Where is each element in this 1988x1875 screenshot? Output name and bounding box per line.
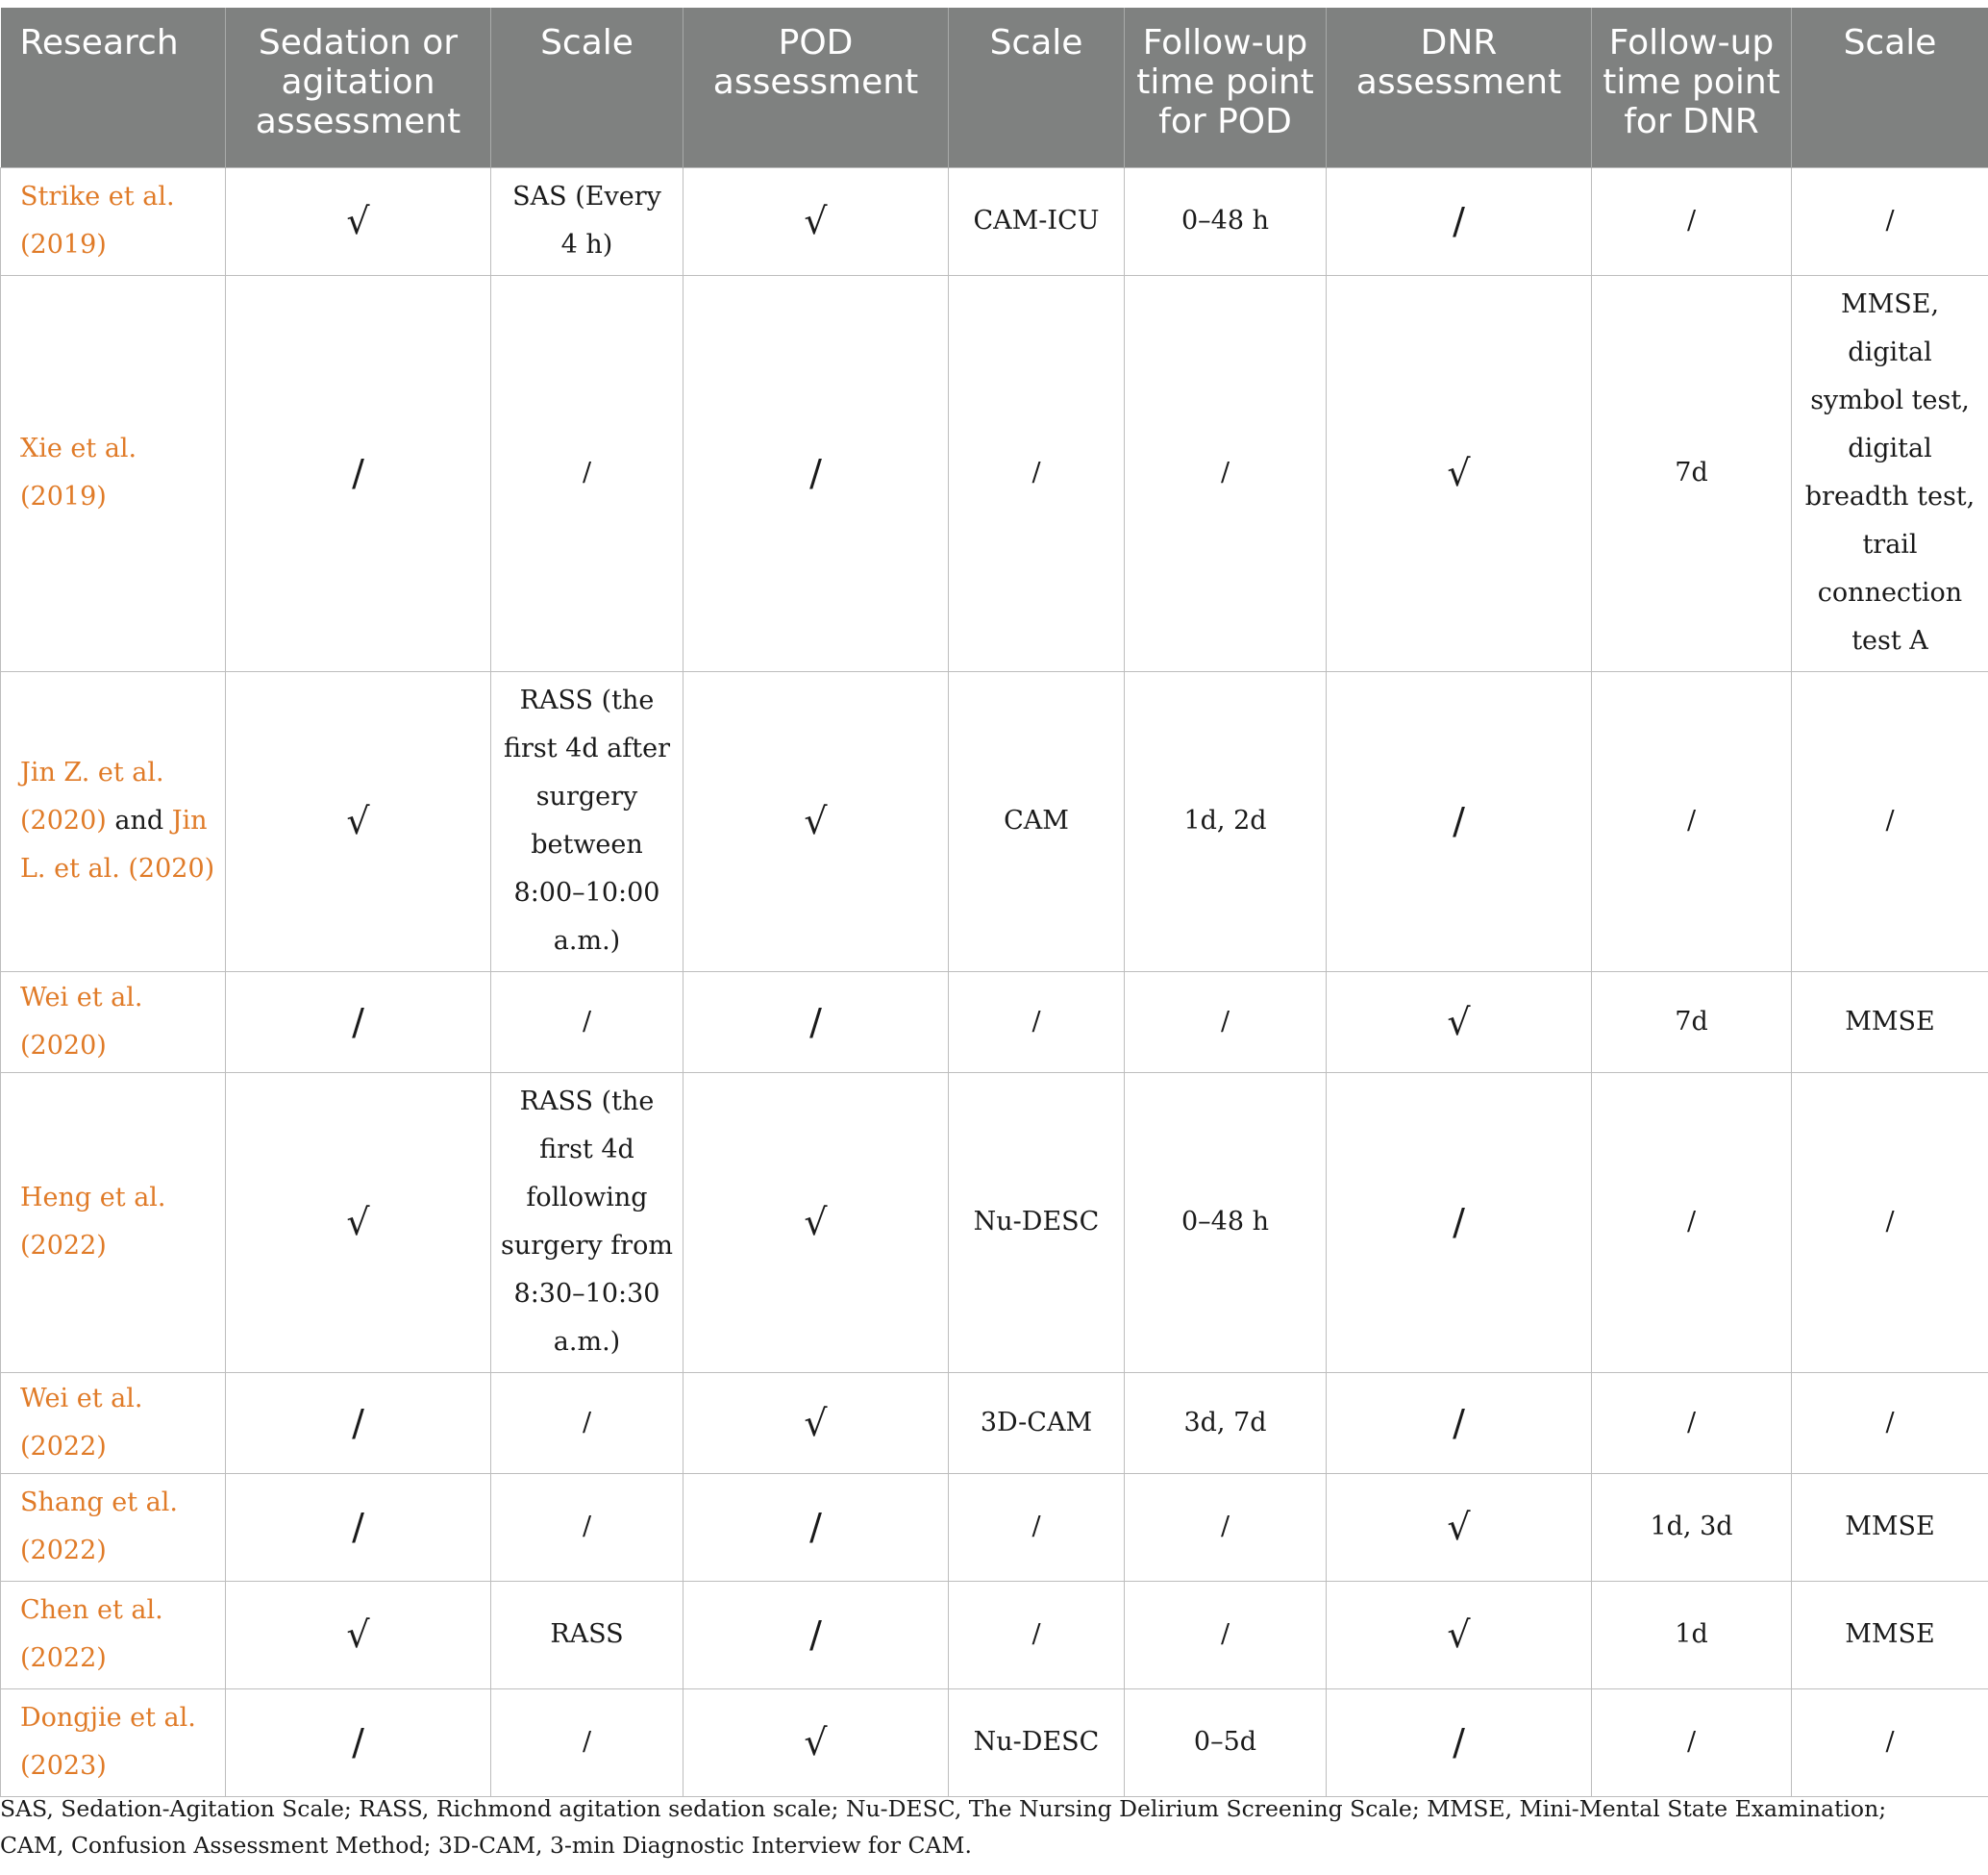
header-sedation: Sedation or agitation assessment	[226, 8, 491, 167]
pod-cell: /	[683, 971, 949, 1072]
pod-scale-cell: Nu-DESC	[949, 1072, 1125, 1372]
header-pod-scale: Scale	[949, 8, 1125, 167]
research-link[interactable]: Shang et al. (2022)	[1, 1473, 226, 1581]
table-footnote: SAS, Sedation-Agitation Scale; RASS, Richmond agitation sedation scale; Nu-DESC, The Nursing Delirium Screening Scale; MMSE, Mini-Mental State Examination; CAM, Confusion Assessment Method; 3D-CAM, 3-min Diagnostic Interview for CAM.	[0, 1795, 1887, 1859]
table-row	[1, 1688, 1988, 1796]
research-and: and	[106, 806, 172, 836]
pod-scale-cell: Nu-DESC	[949, 1688, 1125, 1796]
dnr-cell: √	[1327, 275, 1592, 671]
pod-time-cell: /	[1125, 1473, 1327, 1581]
table-row	[1, 671, 1988, 971]
pod-cell: /	[683, 275, 949, 671]
header-dnr-scale: Scale	[1792, 8, 1988, 167]
pod-scale-cell: 3D-CAM	[949, 1372, 1125, 1473]
table-row	[1, 1372, 1988, 1473]
table-row	[1, 1473, 1988, 1581]
sedation-scale-cell: /	[491, 1473, 683, 1581]
sedation-cell: /	[226, 1688, 491, 1796]
dnr-time-cell: 7d	[1592, 275, 1792, 671]
pod-scale-cell: /	[949, 1581, 1125, 1688]
dnr-scale-cell: MMSE	[1792, 1581, 1988, 1688]
dnr-scale-cell: /	[1792, 1688, 1988, 1796]
pod-time-cell: 1d, 2d	[1125, 671, 1327, 971]
table-row	[1, 1072, 1988, 1372]
dnr-time-cell: /	[1592, 1372, 1792, 1473]
table-container	[0, 8, 1988, 1797]
dnr-scale-cell: /	[1792, 1372, 1988, 1473]
sedation-cell: /	[226, 275, 491, 671]
pod-scale-cell: /	[949, 1473, 1125, 1581]
dnr-time-cell: /	[1592, 671, 1792, 971]
sedation-scale-cell: /	[491, 1688, 683, 1796]
research-link[interactable]: Strike et al. (2019)	[1, 167, 226, 275]
header-dnr: DNR assessment	[1327, 8, 1592, 167]
dnr-cell: /	[1327, 167, 1592, 275]
header-research: Research	[1, 8, 226, 167]
pod-cell: /	[683, 1473, 949, 1581]
pod-scale-cell: /	[949, 971, 1125, 1072]
sedation-cell: /	[226, 1372, 491, 1473]
pod-cell: √	[683, 1688, 949, 1796]
sedation-scale-cell: /	[491, 971, 683, 1072]
pod-cell: √	[683, 1072, 949, 1372]
pod-time-cell: 3d, 7d	[1125, 1372, 1327, 1473]
research-link[interactable]: Heng et al. (2022)	[1, 1072, 226, 1372]
dnr-cell: √	[1327, 1581, 1592, 1688]
research-link[interactable]: Chen et al. (2022)	[1, 1581, 226, 1688]
research-link[interactable]: Xie et al. (2019)	[1, 275, 226, 671]
pod-scale-cell: /	[949, 275, 1125, 671]
dnr-scale-cell: MMSE	[1792, 1473, 1988, 1581]
sedation-cell: √	[226, 1072, 491, 1372]
header-row	[1, 8, 1988, 167]
pod-time-cell: 0–48 h	[1125, 167, 1327, 275]
table-row	[1, 275, 1988, 671]
pod-time-cell: 0–48 h	[1125, 1072, 1327, 1372]
research-link[interactable]: Jin Z. et al. (2020)	[20, 758, 164, 836]
dnr-time-cell: 1d	[1592, 1581, 1792, 1688]
sedation-scale-cell: RASS (the first 4d after surgery between 8:00–10:00 a.m.)	[491, 671, 683, 971]
table-row	[1, 1581, 1988, 1688]
research-link[interactable]: Dongjie et al. (2023)	[1, 1688, 226, 1796]
dnr-scale-cell: MMSE	[1792, 971, 1988, 1072]
dnr-time-cell: 7d	[1592, 971, 1792, 1072]
pod-cell: √	[683, 1372, 949, 1473]
dnr-cell: √	[1327, 1473, 1592, 1581]
sedation-scale-cell: RASS	[491, 1581, 683, 1688]
table-row	[1, 971, 1988, 1072]
dnr-scale-cell: /	[1792, 1072, 1988, 1372]
dnr-cell: /	[1327, 1072, 1592, 1372]
dnr-cell: /	[1327, 1688, 1592, 1796]
sedation-cell: /	[226, 1473, 491, 1581]
header-sedation-scale: Scale	[491, 8, 683, 167]
pod-cell: √	[683, 671, 949, 971]
dnr-time-cell: /	[1592, 1072, 1792, 1372]
dnr-scale-cell: /	[1792, 167, 1988, 275]
header-pod: POD assessment	[683, 8, 949, 167]
header-pod-time: Follow-up time point for POD	[1125, 8, 1327, 167]
pod-cell: /	[683, 1581, 949, 1688]
table-row	[1, 167, 1988, 275]
sedation-scale-cell: /	[491, 275, 683, 671]
pod-time-cell: /	[1125, 1581, 1327, 1688]
research-cell	[1, 671, 226, 971]
research-link[interactable]: Wei et al. (2022)	[1, 1372, 226, 1473]
pod-scale-cell: CAM-ICU	[949, 167, 1125, 275]
studies-table	[0, 8, 1988, 1797]
dnr-scale-cell: /	[1792, 671, 1988, 971]
sedation-cell: √	[226, 671, 491, 971]
sedation-cell: √	[226, 167, 491, 275]
sedation-cell: √	[226, 1581, 491, 1688]
dnr-time-cell: 1d, 3d	[1592, 1473, 1792, 1581]
sedation-scale-cell: RASS (the first 4d following surgery from 8:30–10:30 a.m.)	[491, 1072, 683, 1372]
dnr-cell: /	[1327, 671, 1592, 971]
research-link[interactable]: Jin L. et al. (2020)	[20, 806, 215, 884]
pod-time-cell: 0–5d	[1125, 1688, 1327, 1796]
header-dnr-time: Follow-up time point for DNR	[1592, 8, 1792, 167]
dnr-time-cell: /	[1592, 1688, 1792, 1796]
dnr-scale-cell: MMSE, digital symbol test, digital breadth test, trail connection test A	[1792, 275, 1988, 671]
sedation-scale-cell: /	[491, 1372, 683, 1473]
dnr-time-cell: /	[1592, 167, 1792, 275]
sedation-scale-cell: SAS (Every 4 h)	[491, 167, 683, 275]
dnr-cell: √	[1327, 971, 1592, 1072]
pod-scale-cell: CAM	[949, 671, 1125, 971]
pod-time-cell: /	[1125, 971, 1327, 1072]
pod-cell: √	[683, 167, 949, 275]
sedation-cell: /	[226, 971, 491, 1072]
pod-time-cell: /	[1125, 275, 1327, 671]
dnr-cell: /	[1327, 1372, 1592, 1473]
research-link[interactable]: Wei et al. (2020)	[1, 971, 226, 1072]
